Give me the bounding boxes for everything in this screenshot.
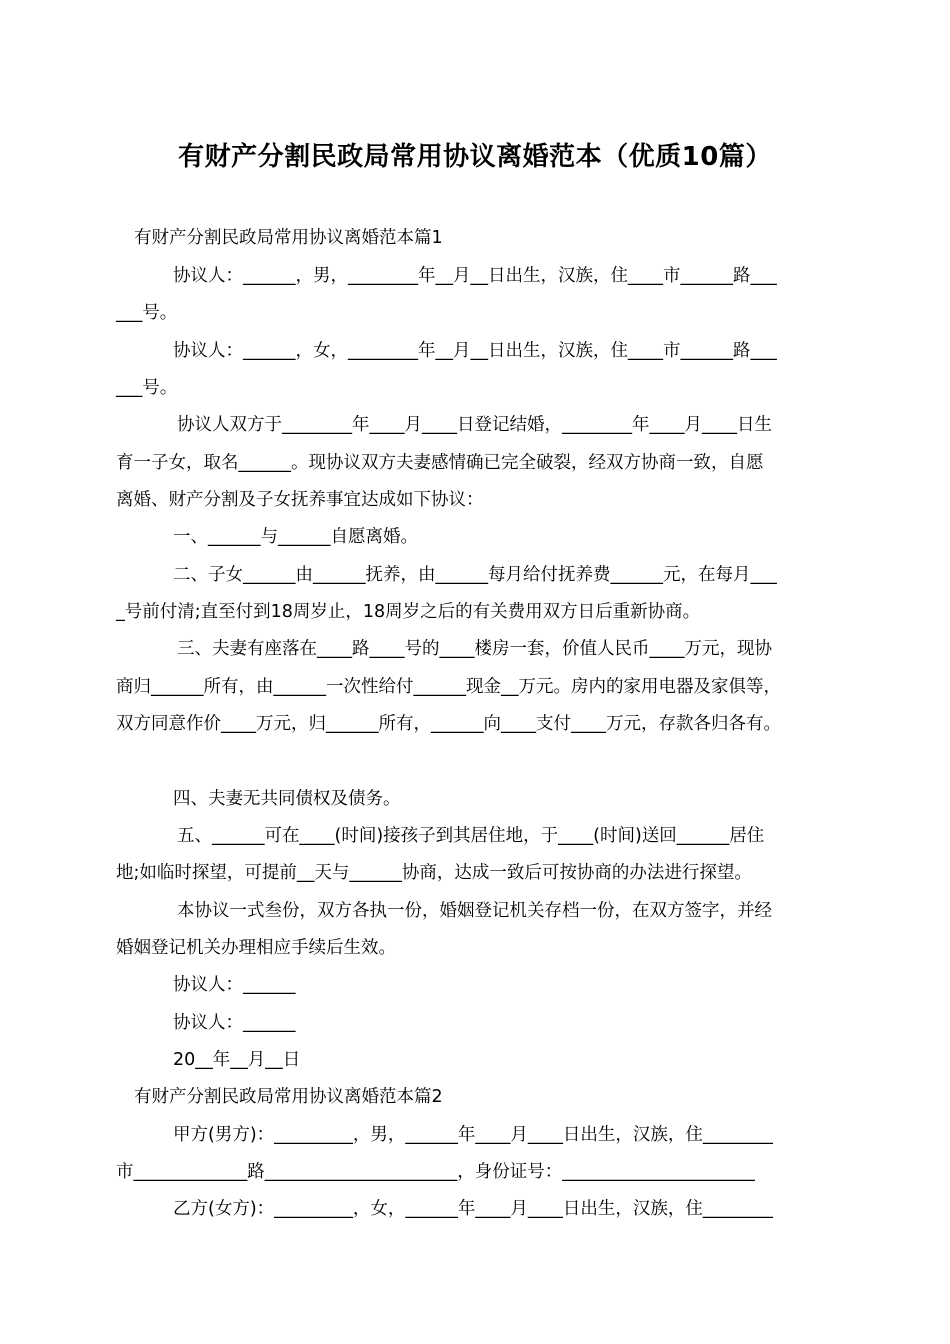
paragraph-line: _号前付清;直至付到18周岁止，18周岁之后的有关费用双方日后重新协商。 <box>116 602 701 622</box>
date-line: 20__年__月__日 <box>173 1050 301 1070</box>
paragraph-line: 一、______与______自愿离婚。 <box>173 527 418 547</box>
section-heading: 有财产分割民政局常用协议离婚范本篇1 <box>134 228 443 248</box>
paragraph-line: 本协议一式叁份，双方各执一份，婚姻登记机关存档一份，在双方签字，并经 <box>177 901 772 921</box>
paragraph-line: ___号。 <box>116 378 178 398</box>
paragraph-line: 二、子女______由______抚养，由______每月给付抚养费______元，在每月___ <box>173 565 777 585</box>
paragraph-line: 双方同意作价____万元，归______所有，______向____支付____万元，存款各归各有。 <box>116 714 781 734</box>
paragraph-line: 商归______所有，由______一次性给付______现金__万元。房内的家用电器及家俱等， <box>116 677 781 697</box>
paragraph-line: ___号。 <box>116 303 178 323</box>
paragraph-line: 三、夫妻有座落在____路____号的____楼房一套，价值人民币____万元，现协 <box>177 639 772 659</box>
paragraph-line: 市_____________路______________________，身份证号：______________________ <box>116 1162 755 1182</box>
paragraph-line: 离婚、财产分割及子女抚养事宜达成如下协议： <box>116 490 484 510</box>
paragraph-line: 婚姻登记机关办理相应手续后生效。 <box>116 938 396 958</box>
signature-line: 协议人：______ <box>173 1013 296 1033</box>
paragraph-line: 协议人：______，男，________年__月__日出生，汉族，住____市______路___ <box>173 266 777 286</box>
document-title: 有财产分割民政局常用协议离婚范本（优质10篇） <box>178 142 772 172</box>
paragraph-line: 甲方(男方)：_________，男，______年____月____日出生，汉族，住________ <box>173 1125 773 1145</box>
section-heading: 有财产分割民政局常用协议离婚范本篇2 <box>134 1087 443 1107</box>
paragraph-line: 四、夫妻无共同债权及债务。 <box>173 789 401 809</box>
signature-line: 协议人：______ <box>173 975 296 995</box>
paragraph-line: 五、______可在____(时间)接孩子到其居住地，于____(时间)送回______居住 <box>177 826 765 846</box>
paragraph-line: 协议人：______，女，________年__月__日出生，汉族，住____市______路___ <box>173 341 777 361</box>
paragraph-line: 乙方(女方)：_________，女，______年____月____日出生，汉族，住________ <box>173 1199 773 1219</box>
paragraph-line: 协议人双方于________年____月____日登记结婚，________年____月____日生 <box>177 415 772 435</box>
paragraph-line: 育一子女，取名______。现协议双方夫妻感情确已完全破裂，经双方协商一致，自愿 <box>116 453 764 473</box>
paragraph-line: 地;如临时探望，可提前__天与______协商，达成一致后可按协商的办法进行探望。 <box>116 863 752 883</box>
